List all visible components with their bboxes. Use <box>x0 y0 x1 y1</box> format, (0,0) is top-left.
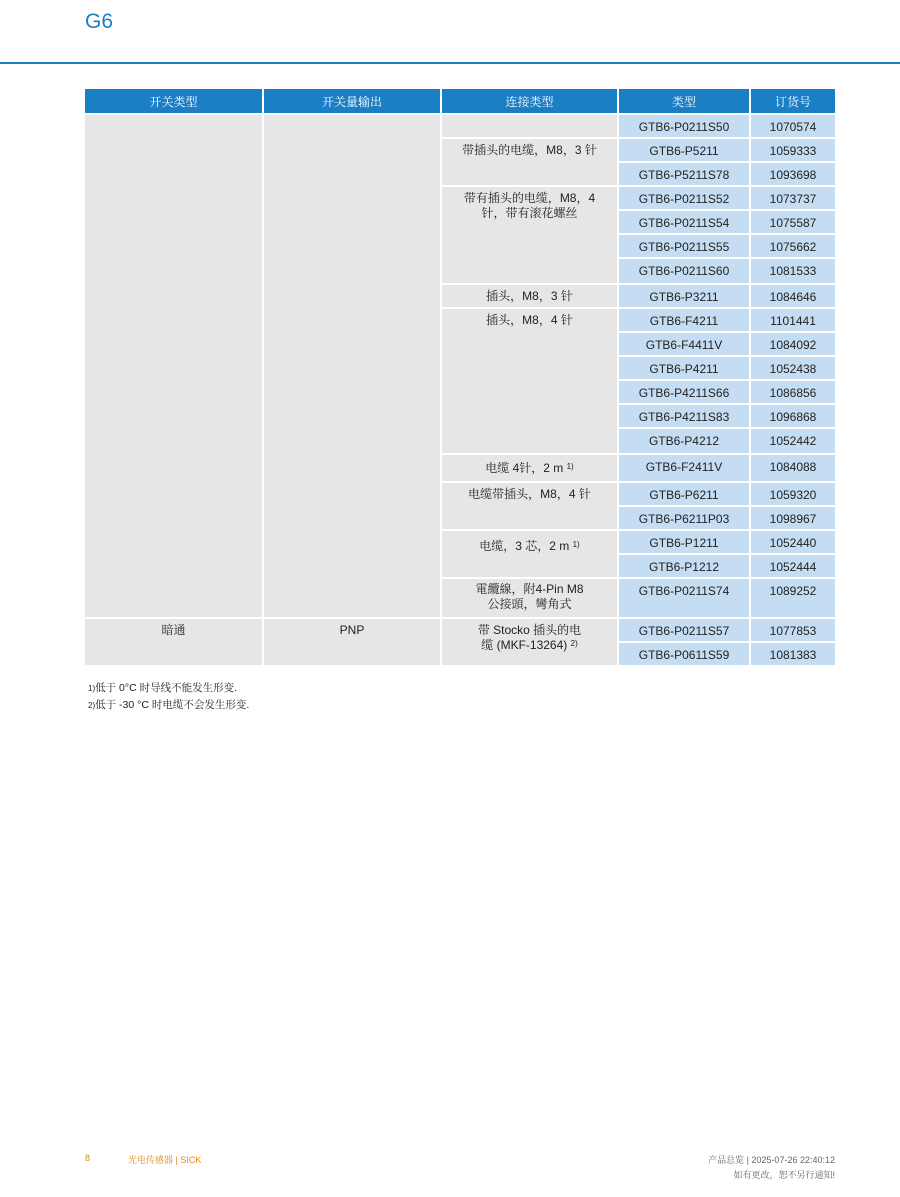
column-header-type: 类型 <box>619 89 749 113</box>
column-header-switch-type: 开关类型 <box>85 89 262 113</box>
order-number-cell: 1052440 <box>751 531 835 553</box>
type-cell: GTB6-P5211 <box>619 139 749 161</box>
page-title: G6 <box>85 10 114 33</box>
switch-output-cell <box>264 115 440 617</box>
connection-type-cell <box>442 115 617 137</box>
order-number-cell: 1077853 <box>751 619 835 641</box>
footer-info <box>708 1153 835 1183</box>
order-number-cell: 1059333 <box>751 139 835 161</box>
connection-type-cell: 電纜線，附4-Pin M8公接頭，彎角式 <box>442 579 617 617</box>
order-number-cell: 1089252 <box>751 579 835 617</box>
type-cell: GTB6-P4211S66 <box>619 381 749 403</box>
footer-notice: 如有更改，恕不另行通知! <box>733 1170 835 1180</box>
type-cell: GTB6-P0211S57 <box>619 619 749 641</box>
switch-type-cell <box>85 115 262 617</box>
connection-type-cell: 插头，M8，4 针 <box>442 309 617 453</box>
order-number-cell: 1101441 <box>751 309 835 331</box>
type-cell: GTB6-F4411V <box>619 333 749 355</box>
connection-type-cell: 电缆 4针，2 m $^{1)}$ <box>442 455 617 481</box>
order-number-cell: 1052442 <box>751 429 835 453</box>
type-cell: GTB6-P0211S52 <box>619 187 749 209</box>
type-cell: GTB6-P4211S83 <box>619 405 749 427</box>
footnotes <box>88 680 249 714</box>
switch-output-cell: PNP <box>264 619 440 665</box>
footnote: $^{2)}$低于 -30 °C 时电缆不会发生形变. <box>88 699 250 711</box>
order-number-cell: 1052438 <box>751 357 835 379</box>
type-cell: GTB6-P4211 <box>619 357 749 379</box>
order-number-cell: 1081383 <box>751 643 835 665</box>
order-number-cell: 1059320 <box>751 483 835 505</box>
column-header-switch-output: 开关量输出 <box>264 89 440 113</box>
order-number-cell: 1075587 <box>751 211 835 233</box>
order-number-cell: 1084646 <box>751 285 835 307</box>
type-cell: GTB6-F4211 <box>619 309 749 331</box>
connection-type-cell: 带插头的电缆，M8，3 针 <box>442 139 617 185</box>
order-number-cell: 1075662 <box>751 235 835 257</box>
order-number-cell: 1084088 <box>751 455 835 481</box>
type-cell: GTB6-P4212 <box>619 429 749 453</box>
order-number-cell: 1052444 <box>751 555 835 577</box>
connection-type-cell: 电缆带插头，M8，4 针 <box>442 483 617 529</box>
type-cell: GTB6-P6211 <box>619 483 749 505</box>
connection-type-cell: 带 Stocko 插头的电缆 (MKF-13264) $^{2)}$ <box>442 619 617 665</box>
type-cell: GTB6-P1212 <box>619 555 749 577</box>
order-number-cell: 1086856 <box>751 381 835 403</box>
order-number-cell: 1081533 <box>751 259 835 283</box>
type-cell: GTB6-P3211 <box>619 285 749 307</box>
order-number-cell: 1098967 <box>751 507 835 529</box>
header-divider <box>0 62 900 64</box>
type-cell: GTB6-P0611S59 <box>619 643 749 665</box>
footer-overview: 产品总览 | 2025-07-26 22:40:12 <box>708 1155 835 1165</box>
order-number-cell: 1093698 <box>751 163 835 185</box>
type-cell: GTB6-P5211S78 <box>619 163 749 185</box>
connection-type-cell: 插头，M8，3 针 <box>442 285 617 307</box>
footnote: $^{1)}$低于 0°C 时导线不能发生形变. <box>88 682 237 694</box>
order-number-cell: 1073737 <box>751 187 835 209</box>
page-number: 8 <box>85 1153 91 1163</box>
footer-section: 光电传感器 | SICK <box>128 1155 202 1165</box>
connection-type-cell: 带有插头的电缆，M8，4 针，带有滚花螺丝 <box>442 187 617 283</box>
type-cell: GTB6-P0211S50 <box>619 115 749 137</box>
connection-type-cell: 电缆，3 芯，2 m $^{1)}$ <box>442 531 617 577</box>
type-cell: GTB6-P1211 <box>619 531 749 553</box>
column-header-order-number: 订货号 <box>751 89 835 113</box>
order-number-cell: 1084092 <box>751 333 835 355</box>
type-cell: GTB6-P0211S55 <box>619 235 749 257</box>
type-cell: GTB6-P0211S60 <box>619 259 749 283</box>
order-number-cell: 1070574 <box>751 115 835 137</box>
type-cell: GTB6-P6211P03 <box>619 507 749 529</box>
order-number-cell: 1096868 <box>751 405 835 427</box>
column-header-connection-type: 连接类型 <box>442 89 617 113</box>
switch-type-cell: 暗通 <box>85 619 262 665</box>
type-cell: GTB6-F2411V <box>619 455 749 481</box>
type-cell: GTB6-P0211S74 <box>619 579 749 617</box>
type-cell: GTB6-P0211S54 <box>619 211 749 233</box>
